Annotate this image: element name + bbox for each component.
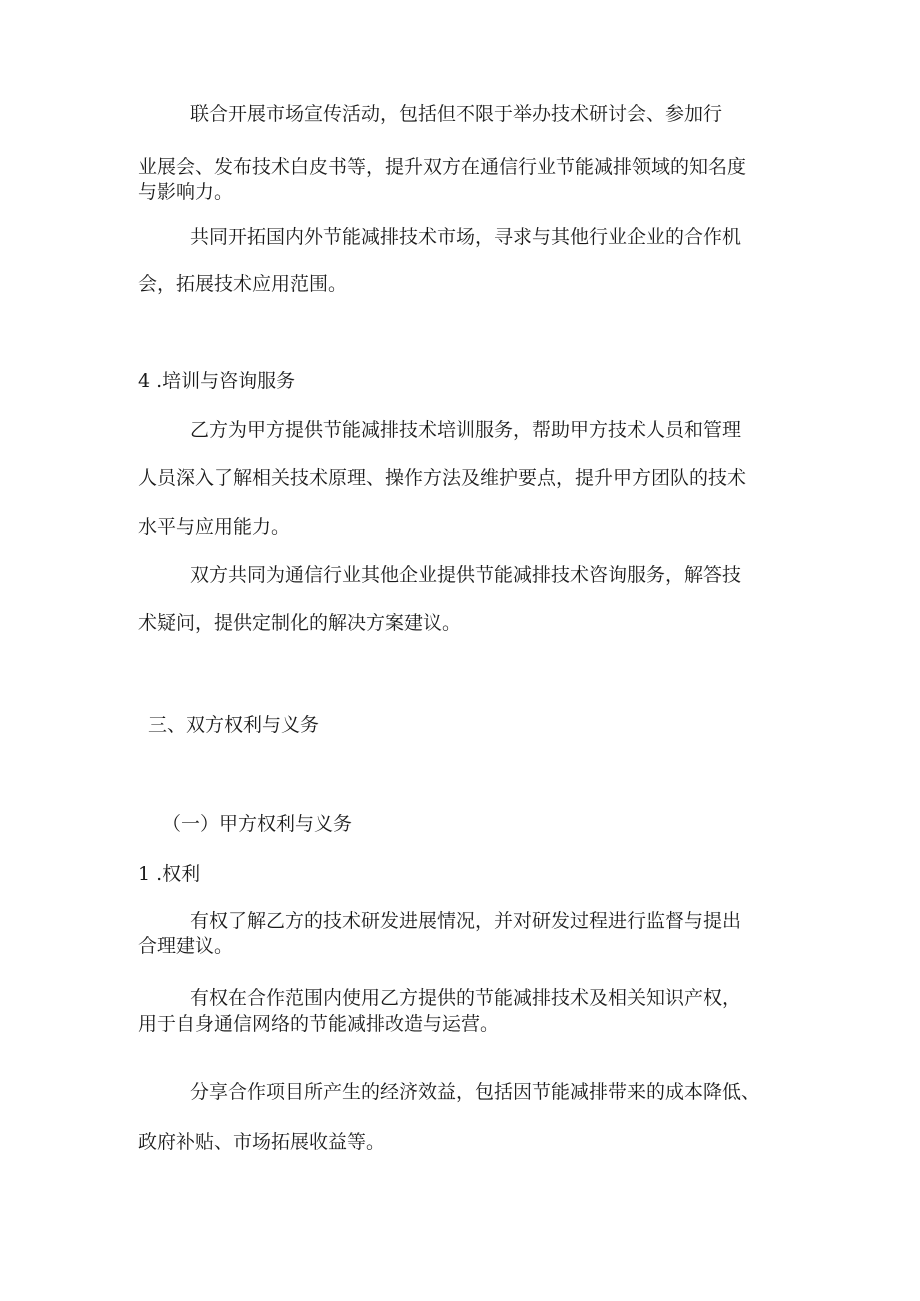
paragraph-line: 水平与应用能力。 (138, 516, 291, 538)
paragraph-line: 联合开展市场宣传活动，包括但不限于举办技术研讨会、参加行 (190, 103, 723, 125)
paragraph-line: 乙方为甲方提供节能减排技术培训服务，帮助甲方技术人员和管理 (190, 419, 742, 441)
section-heading-4: 4 .培训与咨询服务 (138, 370, 296, 392)
subsection-heading: （一）甲方权利与义务 (162, 813, 353, 835)
paragraph-line: 政府补贴、市场拓展收益等。 (138, 1131, 386, 1153)
paragraph-line: 有权在合作范围内使用乙方提供的节能减排技术及相关知识产权， (190, 987, 742, 1009)
paragraph-line: 共同开拓国内外节能减排技术市场，寻求与其他行业企业的合作机 (190, 226, 742, 248)
paragraph-line: 术疑问，提供定制化的解决方案建议。 (138, 612, 462, 634)
item-heading: 1 .权利 (138, 863, 201, 885)
paragraph-line: 合理建议。 (138, 935, 234, 957)
paragraph-line: 业展会、发布技术白皮书等，提升双方在通信行业节能减排领域的知名度 (138, 156, 747, 178)
paragraph-line: 用于自身通信网络的节能减排改造与运营。 (138, 1013, 500, 1035)
paragraph-line: 分享合作项目所产生的经济效益，包括因节能减排带来的成本降低、 (190, 1081, 761, 1103)
paragraph-line: 会，拓展技术应用范围。 (138, 273, 348, 295)
section-heading-3: 三、双方权利与义务 (148, 714, 320, 736)
paragraph-line: 与影响力。 (138, 181, 234, 203)
paragraph-line: 双方共同为通信行业其他企业提供节能减排技术咨询服务，解答技 (190, 564, 742, 586)
paragraph-line: 人员深入了解相关技术原理、操作方法及维护要点，提升甲方团队的技术 (138, 467, 747, 489)
paragraph-line: 有权了解乙方的技术研发进展情况，并对研发过程进行监督与提出 (190, 910, 742, 932)
